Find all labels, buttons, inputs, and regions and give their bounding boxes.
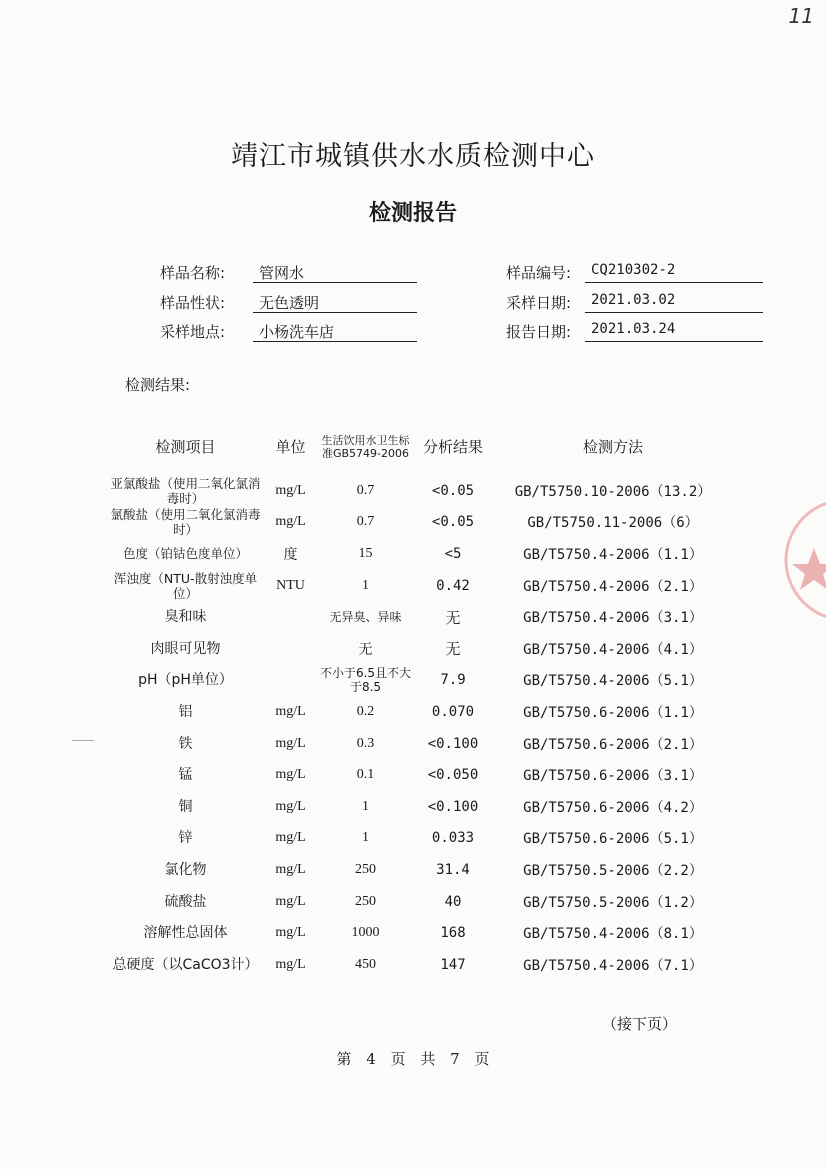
row-item: 氯酸盐（使用二氧化氯消毒时） [110, 507, 261, 538]
table-row [108, 633, 733, 665]
header-result: 分析结果 [422, 438, 483, 456]
header-method: 检测方法 [582, 438, 643, 456]
report-title: 检测报告 [368, 201, 457, 226]
row-unit: mg/L [275, 956, 306, 972]
row-result: 0.033 [431, 830, 475, 847]
sample-nature-value: 无色透明 [253, 292, 417, 313]
row-limit: 0.7 [356, 514, 375, 530]
row-result: 40 [444, 893, 462, 910]
row-unit [263, 633, 318, 665]
organization-title: 靖江市城镇供水水质检测中心 [231, 141, 595, 172]
sample-location-value: 小杨洗车店 [253, 321, 417, 342]
results-heading: 检测结果: [125, 376, 191, 394]
results-table [108, 418, 733, 981]
row-result: <0.100 [427, 798, 479, 815]
row-unit: 度 [283, 547, 298, 563]
table-row [108, 696, 733, 728]
table-row [108, 823, 733, 855]
row-method: GB/T5750.4-2006（2.1） [523, 578, 703, 595]
row-limit: 无 [358, 642, 373, 658]
table-row [108, 854, 733, 886]
sample-no-value: CQ210302-2 [585, 262, 763, 283]
row-result: 无 [445, 608, 461, 627]
row-limit: 1000 [351, 925, 380, 941]
row-unit: mg/L [275, 861, 306, 877]
header-item: 检测项目 [155, 438, 216, 456]
row-result: 168 [440, 925, 466, 942]
row-unit: mg/L [275, 798, 306, 814]
sample-nature-label: 样品性状: [160, 294, 226, 312]
row-item: 铝 [178, 703, 193, 720]
row-result: <0.100 [427, 735, 479, 752]
row-unit [263, 601, 318, 633]
row-limit: 1 [362, 798, 369, 814]
row-limit: 250 [355, 893, 376, 909]
row-limit: 15 [358, 545, 373, 561]
row-unit: mg/L [275, 925, 306, 941]
row-result: <0.05 [431, 514, 475, 531]
row-method: GB/T5750.4-2006（8.1） [523, 926, 703, 943]
row-item: 铁 [178, 735, 193, 752]
row-limit: 250 [355, 861, 376, 877]
red-seal-stamp [776, 490, 826, 630]
row-method: GB/T5750.4-2006（1.1） [523, 546, 703, 563]
row-unit: mg/L [275, 735, 306, 751]
row-result: 无 [445, 640, 461, 659]
row-result: <5 [444, 545, 462, 562]
continued-note: （接下页） [602, 1015, 678, 1033]
sample-name-label: 样品名称: [160, 264, 226, 282]
report-date-label: 报告日期: [506, 323, 572, 341]
table-row [108, 665, 733, 697]
row-unit: mg/L [275, 703, 306, 719]
page-number: 第 4 页 共 7 页 [336, 1050, 490, 1068]
row-limit: 1 [362, 577, 369, 593]
row-method: GB/T5750.4-2006（3.1） [523, 610, 703, 627]
row-method: GB/T5750.6-2006（1.1） [523, 704, 703, 721]
row-item: 肉眼可见物 [150, 640, 221, 657]
row-item: 臭和味 [164, 609, 207, 626]
row-limit: 450 [355, 956, 376, 972]
table-row [108, 475, 733, 507]
row-method: GB/T5750.6-2006（5.1） [523, 831, 703, 848]
table-row [108, 601, 733, 633]
sample-date-label: 采样日期: [506, 294, 572, 312]
header-unit: 单位 [275, 438, 306, 456]
row-limit: 0.7 [356, 482, 375, 498]
table-row [108, 728, 733, 760]
table-row [108, 570, 733, 602]
row-item: 锰 [178, 767, 193, 784]
row-method: GB/T5750.10-2006（13.2） [514, 483, 712, 500]
row-item: pH（pH单位） [138, 672, 233, 689]
row-item: 锌 [178, 830, 193, 847]
sample-name-value: 管网水 [253, 262, 417, 283]
row-unit: mg/L [275, 514, 306, 530]
row-result: 31.4 [436, 861, 470, 878]
row-result: 7.9 [440, 672, 466, 689]
row-method: GB/T5750.4-2006（5.1） [523, 673, 703, 690]
row-unit [263, 665, 318, 697]
table-row [108, 886, 733, 918]
row-result: 0.42 [436, 577, 470, 594]
row-method: GB/T5750.6-2006（2.1） [523, 736, 703, 753]
table-row [108, 917, 733, 949]
row-unit: mg/L [275, 830, 306, 846]
row-method: GB/T5750.5-2006（2.2） [523, 862, 703, 879]
row-limit: 无异臭、异味 [329, 610, 402, 625]
row-unit: mg/L [275, 482, 306, 498]
row-result: <0.050 [427, 767, 479, 784]
table-row [108, 538, 733, 570]
row-limit: 1 [362, 830, 369, 846]
row-method: GB/T5750.6-2006（3.1） [523, 768, 703, 785]
row-result: <0.05 [431, 482, 475, 499]
row-item: 溶解性总固体 [143, 925, 228, 942]
row-method: GB/T5750.6-2006（4.2） [523, 799, 703, 816]
table-header-row [108, 418, 733, 475]
stray-mark [72, 740, 94, 741]
row-limit: 0.2 [356, 703, 375, 719]
row-method: GB/T5750.5-2006（1.2） [523, 894, 703, 911]
sample-date-value: 2021.03.02 [585, 292, 763, 313]
row-limit: 0.3 [356, 735, 375, 751]
table-row [108, 507, 733, 539]
row-unit: mg/L [275, 893, 306, 909]
row-item: 硫酸盐 [164, 893, 207, 910]
table-row [108, 759, 733, 791]
row-result: 0.070 [431, 703, 475, 720]
handwritten-page-mark: 11 [788, 4, 814, 28]
row-item: 总硬度（以CaCO3计） [112, 956, 259, 973]
table-row [108, 791, 733, 823]
table-row [108, 949, 733, 981]
row-item: 氯化物 [164, 861, 207, 878]
row-unit: mg/L [275, 767, 306, 783]
sample-no-label: 样品编号: [506, 264, 572, 282]
row-limit: 0.1 [356, 767, 375, 783]
row-method: GB/T5750.4-2006（7.1） [523, 957, 703, 974]
row-item: 浑浊度（NTU-散射浊度单位） [113, 570, 258, 601]
header-standard: 生活饮用水卫生标准GB5749-2006 [321, 433, 410, 460]
row-method: GB/T5750.4-2006（4.1） [523, 641, 703, 658]
row-result: 147 [440, 956, 466, 973]
row-item: 亚氯酸盐（使用二氧化氯消毒时） [110, 475, 261, 506]
row-method: GB/T5750.11-2006（6） [527, 515, 699, 532]
row-limit: 不小于6.5且不大于8.5 [319, 666, 412, 695]
report-date-value: 2021.03.24 [585, 321, 763, 342]
sample-location-label: 采样地点: [160, 323, 226, 341]
row-item: 铜 [178, 798, 193, 815]
row-item: 色度（铂钴色度单位） [122, 546, 248, 562]
row-unit: NTU [276, 577, 305, 593]
